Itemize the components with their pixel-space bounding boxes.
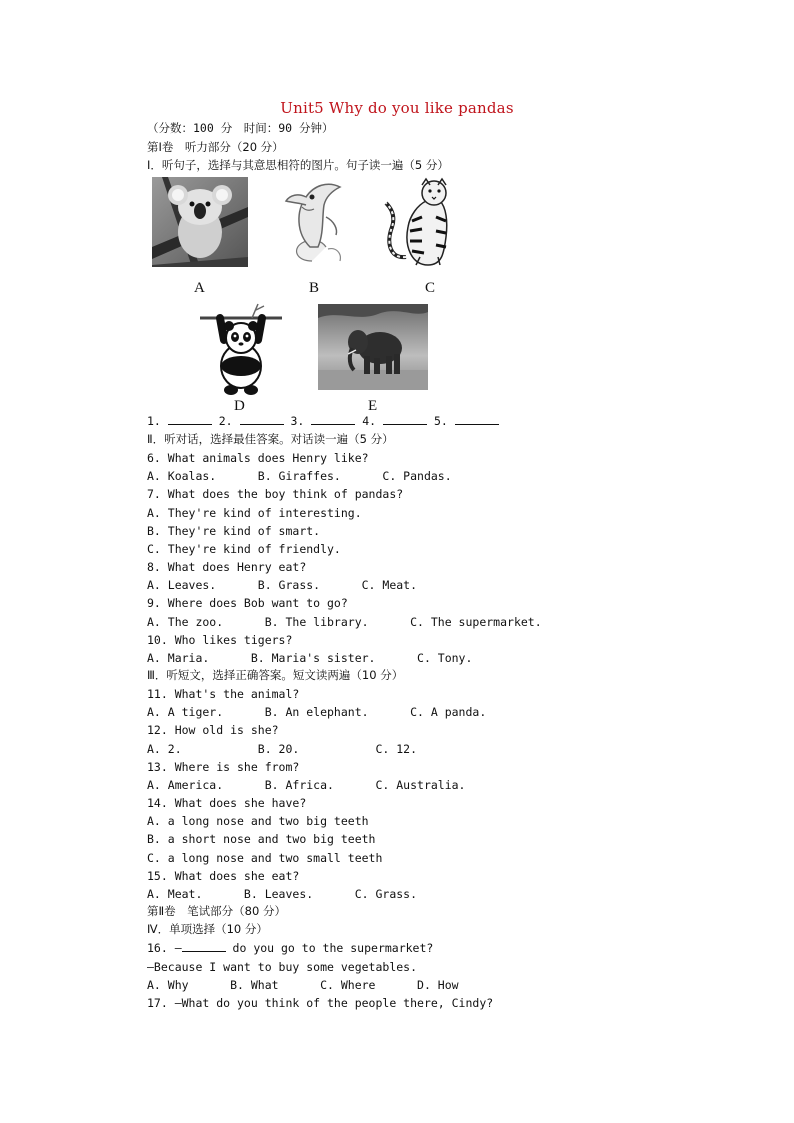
page-title: Unit5 Why do you like pandas bbox=[280, 99, 514, 117]
options-line: C. They're kind of friendly. bbox=[147, 542, 341, 556]
answer-blank-3[interactable] bbox=[311, 414, 355, 425]
blank-number-2: 2. bbox=[218, 414, 233, 428]
q16-suffix: do you go to the supermarket? bbox=[225, 941, 434, 955]
options-line: A. America. B. Africa. C. Australia. bbox=[147, 778, 466, 792]
question-line bbox=[147, 941, 433, 956]
question-line: 11. What's the animal? bbox=[147, 687, 300, 701]
panda-cartoon-icon bbox=[198, 300, 284, 396]
elephant-photo-icon bbox=[318, 304, 428, 390]
options-line: A. The zoo. B. The library. C. The supermarket. bbox=[147, 615, 542, 629]
picture-label-c: C bbox=[425, 280, 436, 296]
section3-heading: Ⅲ．听短文，选择正确答案。短文读两遍（10 分） bbox=[147, 668, 404, 682]
answer-blanks-row bbox=[147, 414, 499, 429]
answer-blank-1[interactable] bbox=[168, 414, 212, 425]
part1-heading: 第Ⅰ卷 听力部分（20 分） bbox=[147, 140, 284, 154]
answer-blank-5[interactable] bbox=[455, 414, 499, 425]
question-line: 13. Where is she from? bbox=[147, 760, 300, 774]
question-line: 15. What does she eat? bbox=[147, 869, 300, 883]
answer-blank-16[interactable] bbox=[182, 941, 226, 952]
options-line: A. a long nose and two big teeth bbox=[147, 814, 369, 828]
dolphin-cartoon-icon bbox=[282, 177, 346, 265]
blank-number-1: 1. bbox=[147, 414, 161, 428]
blank-number-5: 5. bbox=[433, 414, 448, 428]
answer-blank-4[interactable] bbox=[383, 414, 427, 425]
question-line: 14. What does she have? bbox=[147, 796, 307, 810]
options-line: A. Why B. What C. Where D. How bbox=[147, 978, 459, 992]
options-line: A. 2. B. 20. C. 12. bbox=[147, 742, 418, 756]
dialogue-line: —Because I want to buy some vegetables. bbox=[147, 960, 418, 974]
question-line: 7. What does the boy think of pandas? bbox=[147, 487, 404, 501]
question-line: 17. —What do you think of the people there, Cindy? bbox=[147, 996, 494, 1010]
picture-label-d: D bbox=[234, 398, 245, 414]
options-line: C. a long nose and two small teeth bbox=[147, 851, 383, 865]
exam-meta: （分数：100 分 时间：90 分钟） bbox=[147, 121, 334, 135]
question-line: 12. How old is she? bbox=[147, 723, 279, 737]
question-line: 8. What does Henry eat? bbox=[147, 560, 307, 574]
tiger-drawing-icon bbox=[382, 177, 466, 267]
options-line: A. A tiger. B. An elephant. C. A panda. bbox=[147, 705, 487, 719]
section1-heading: Ⅰ．听句子，选择与其意思相符的图片。句子读一遍（5 分） bbox=[147, 158, 449, 172]
picture-label-e: E bbox=[368, 398, 378, 414]
question-line: 6. What animals does Henry like? bbox=[147, 451, 369, 465]
picture-label-a: A bbox=[194, 280, 205, 296]
answer-blank-2[interactable] bbox=[240, 414, 284, 425]
options-line: A. Leaves. B. Grass. C. Meat. bbox=[147, 578, 418, 592]
picture-label-b: B bbox=[309, 280, 320, 296]
blank-number-3: 3. bbox=[290, 414, 305, 428]
options-line: B. They're kind of smart. bbox=[147, 524, 321, 538]
options-line: A. Maria. B. Maria's sister. C. Tony. bbox=[147, 651, 473, 665]
part2-heading: 第Ⅱ卷 笔试部分（80 分） bbox=[147, 904, 286, 918]
question-line: 10. Who likes tigers? bbox=[147, 633, 293, 647]
blank-number-4: 4. bbox=[362, 414, 377, 428]
koala-photo-icon bbox=[152, 177, 248, 267]
options-line: A. Meat. B. Leaves. C. Grass. bbox=[147, 887, 418, 901]
question-line: 9. Where does Bob want to go? bbox=[147, 596, 348, 610]
options-line: A. They're kind of interesting. bbox=[147, 506, 362, 520]
options-line: A. Koalas. B. Giraffes. C. Pandas. bbox=[147, 469, 452, 483]
q16-prefix: 16. — bbox=[147, 941, 182, 955]
options-line: B. a short nose and two big teeth bbox=[147, 832, 376, 846]
section2-heading: Ⅱ．听对话，选择最佳答案。对话读一遍（5 分） bbox=[147, 432, 394, 446]
section4-heading: Ⅳ．单项选择（10 分） bbox=[147, 922, 268, 936]
